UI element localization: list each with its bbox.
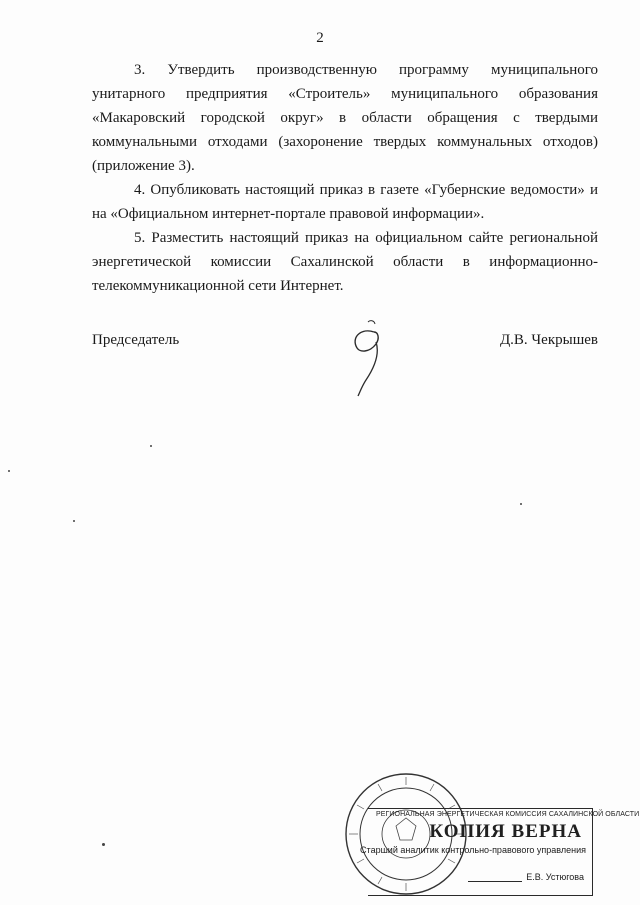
scan-speck	[150, 445, 152, 447]
stamp-organization: РЕГИОНАЛЬНАЯ ЭНЕРГЕТИЧЕСКАЯ КОМИССИЯ САХАЛИНСКОЙ ОБЛАСТИ	[376, 811, 640, 818]
stamp-signer-name: Е.В. Устюгова	[526, 872, 584, 882]
handwritten-signature	[340, 318, 400, 398]
signatory-title: Председатель	[92, 332, 180, 348]
signatory-name: Д.В. Чекрышев	[499, 332, 598, 348]
scan-speck	[520, 503, 522, 505]
stamp-copy-title: КОПИЯ ВЕРНА	[429, 821, 582, 842]
document-body	[92, 58, 598, 298]
page-number: 2	[316, 30, 324, 46]
paragraph-3: 3. Утвердить производственную программу муниципального унитарного предприятия «Строитель» муниципального образования «Макаровский городской округ» в области обращения с твердыми коммунальными отходами (захоронение твердых коммунальных отходов) (приложение 3).	[92, 62, 598, 174]
stamp-position: Старший аналитик контрольно-правового управления	[360, 845, 586, 855]
stamp-signature-line	[468, 881, 522, 882]
scan-speck	[73, 520, 75, 522]
scan-speck	[102, 843, 105, 846]
scan-speck	[8, 470, 10, 472]
paragraph-4: 4. Опубликовать настоящий приказ в газете «Губернские ведомости» и на «Официальном интернет-портале правовой информации».	[92, 182, 598, 222]
copy-certification-box	[360, 808, 640, 896]
certification-stamp-area	[338, 772, 640, 896]
paragraph-5: 5. Разместить настоящий приказ на официальном сайте региональной энергетической комиссии Сахалинской области в информационно-телекоммуникационной сети Интернет.	[92, 230, 598, 294]
